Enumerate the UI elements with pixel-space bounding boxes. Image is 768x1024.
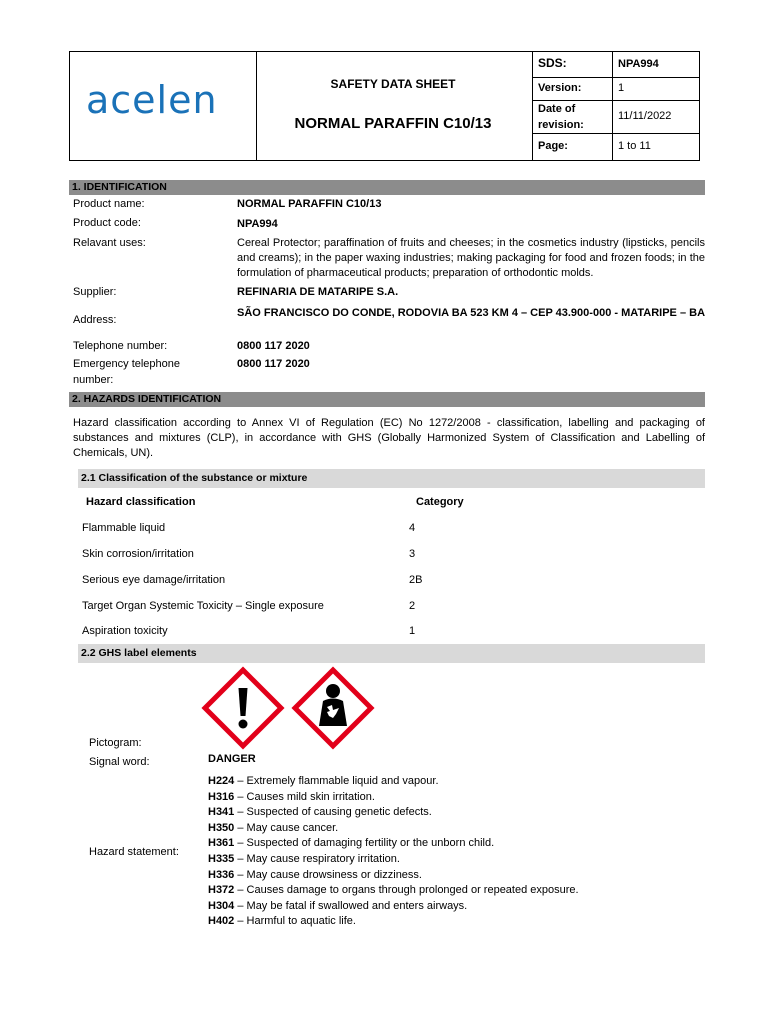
classification-category: 1 (409, 625, 416, 637)
health-hazard-icon (295, 670, 371, 746)
company-logo: acelen (86, 78, 218, 122)
sds-value: NPA994 (618, 58, 659, 70)
category-header: Category (416, 496, 464, 508)
subsection-2-1-bar (78, 469, 705, 488)
product-code-label: Product code: (73, 217, 141, 229)
page-label: Page: (538, 140, 568, 152)
section-2-title: 2. HAZARDS IDENTIFICATION (72, 393, 222, 405)
subsection-2-2-bar (78, 644, 705, 663)
date-revision-value: 11/11/2022 (618, 110, 672, 122)
relevant-uses-value: Cereal Protector; paraffination of fruits and cheeses; in the cosmetics industry (lipsticks, pencils and creams); in the paper waxing industries; making packaging for food and frozen foods; in the formulation of pharmaceutical products; preparation of orthodontic molds. (237, 237, 705, 279)
classification-category: 3 (409, 548, 416, 560)
relevant-uses-label: Relavant uses: (73, 237, 146, 249)
hazard-statement: H336 – May cause drowsiness or dizziness. (208, 868, 422, 881)
sds-label: SDS: (538, 56, 567, 70)
product-code-value: NPA994 (237, 218, 278, 230)
address-value: SÃO FRANCISCO DO CONDE, RODOVIA BA 523 KM 4 – CEP 43.900-000 - MATARIPE – BA (237, 307, 706, 319)
address-label: Address: (73, 314, 117, 326)
signal-word-label: Signal word: (89, 756, 150, 768)
section-1-title: 1. IDENTIFICATION (72, 181, 167, 193)
supplier-label: Supplier: (73, 286, 117, 298)
emergency-telephone-label: Emergency telephone number: (73, 358, 181, 386)
section-1-bar (69, 180, 705, 195)
hazard-statement: H224 – Extremely flammable liquid and vapour. (208, 775, 439, 787)
date-revision-label: Date of revision: (538, 103, 584, 131)
classification-name: Target Organ Systemic Toxicity – Single exposure (82, 600, 324, 612)
product-name-label: Product name: (73, 198, 145, 210)
emergency-telephone-value: 0800 117 2020 (237, 358, 310, 370)
hazard-statement: H402 – Harmful to aquatic life. (208, 915, 356, 928)
section-2-bar (69, 392, 705, 407)
hazard-statement: H341 – Suspected of causing genetic defects. (208, 806, 432, 819)
telephone-label: Telephone number: (73, 340, 168, 352)
pictogram-label: Pictogram: (89, 737, 142, 749)
hazard-statement: H372 – Causes damage to organs through prolonged or repeated exposure. (208, 884, 579, 897)
hazard-statement-list (208, 774, 579, 930)
exclamation-mark-icon (205, 670, 281, 746)
hazard-statement: H361 – Suspected of damaging fertility or the unborn child. (208, 837, 495, 850)
ghs-pictograms (199, 666, 383, 750)
signal-word-value: DANGER (208, 753, 256, 765)
hazard-statement: H304 – May be fatal if swallowed and enters airways. (208, 899, 468, 912)
hazard-statement-label: Hazard statement: (89, 846, 179, 858)
version-label: Version: (538, 82, 582, 94)
version-value: 1 (618, 82, 625, 94)
subsection-2-1-title: 2.1 Classification of the substance or mixture (81, 472, 308, 484)
product-title: NORMAL PARAFFIN C10/13 (294, 115, 492, 132)
classification-name: Serious eye damage/irritation (82, 574, 226, 586)
classification-name: Aspiration toxicity (82, 625, 168, 637)
supplier-value: REFINARIA DE MATARIPE S.A. (237, 286, 399, 298)
classification-intro: Hazard classification according to Annex VI of Regulation (EC) No 1272/2008 - classification, labelling and packaging of substances and mixtures (CLP), in accordance with GHS (Globally Harmonized System of Classification and Labelling of Chemicals, UN). (73, 417, 705, 459)
telephone-value: 0800 117 2020 (237, 340, 310, 352)
hazard-statement: H335 – May cause respiratory irritation. (208, 852, 400, 865)
page-value: 1 to 11 (618, 140, 651, 152)
hazard-classification-header: Hazard classification (86, 496, 196, 508)
classification-name: Skin corrosion/irritation (82, 548, 194, 560)
document-type: SAFETY DATA SHEET (330, 77, 456, 91)
classification-category: 2B (409, 574, 423, 586)
classification-category: 2 (409, 600, 416, 612)
classification-name: Flammable liquid (82, 522, 166, 534)
hazard-statement: H350 – May cause cancer. (208, 821, 339, 834)
product-name-value: NORMAL PARAFFIN C10/13 (237, 198, 382, 210)
classification-category: 4 (409, 522, 416, 534)
subsection-2-2-title: 2.2 GHS label elements (81, 647, 197, 659)
hazard-statement: H316 – Causes mild skin irritation. (208, 790, 375, 803)
